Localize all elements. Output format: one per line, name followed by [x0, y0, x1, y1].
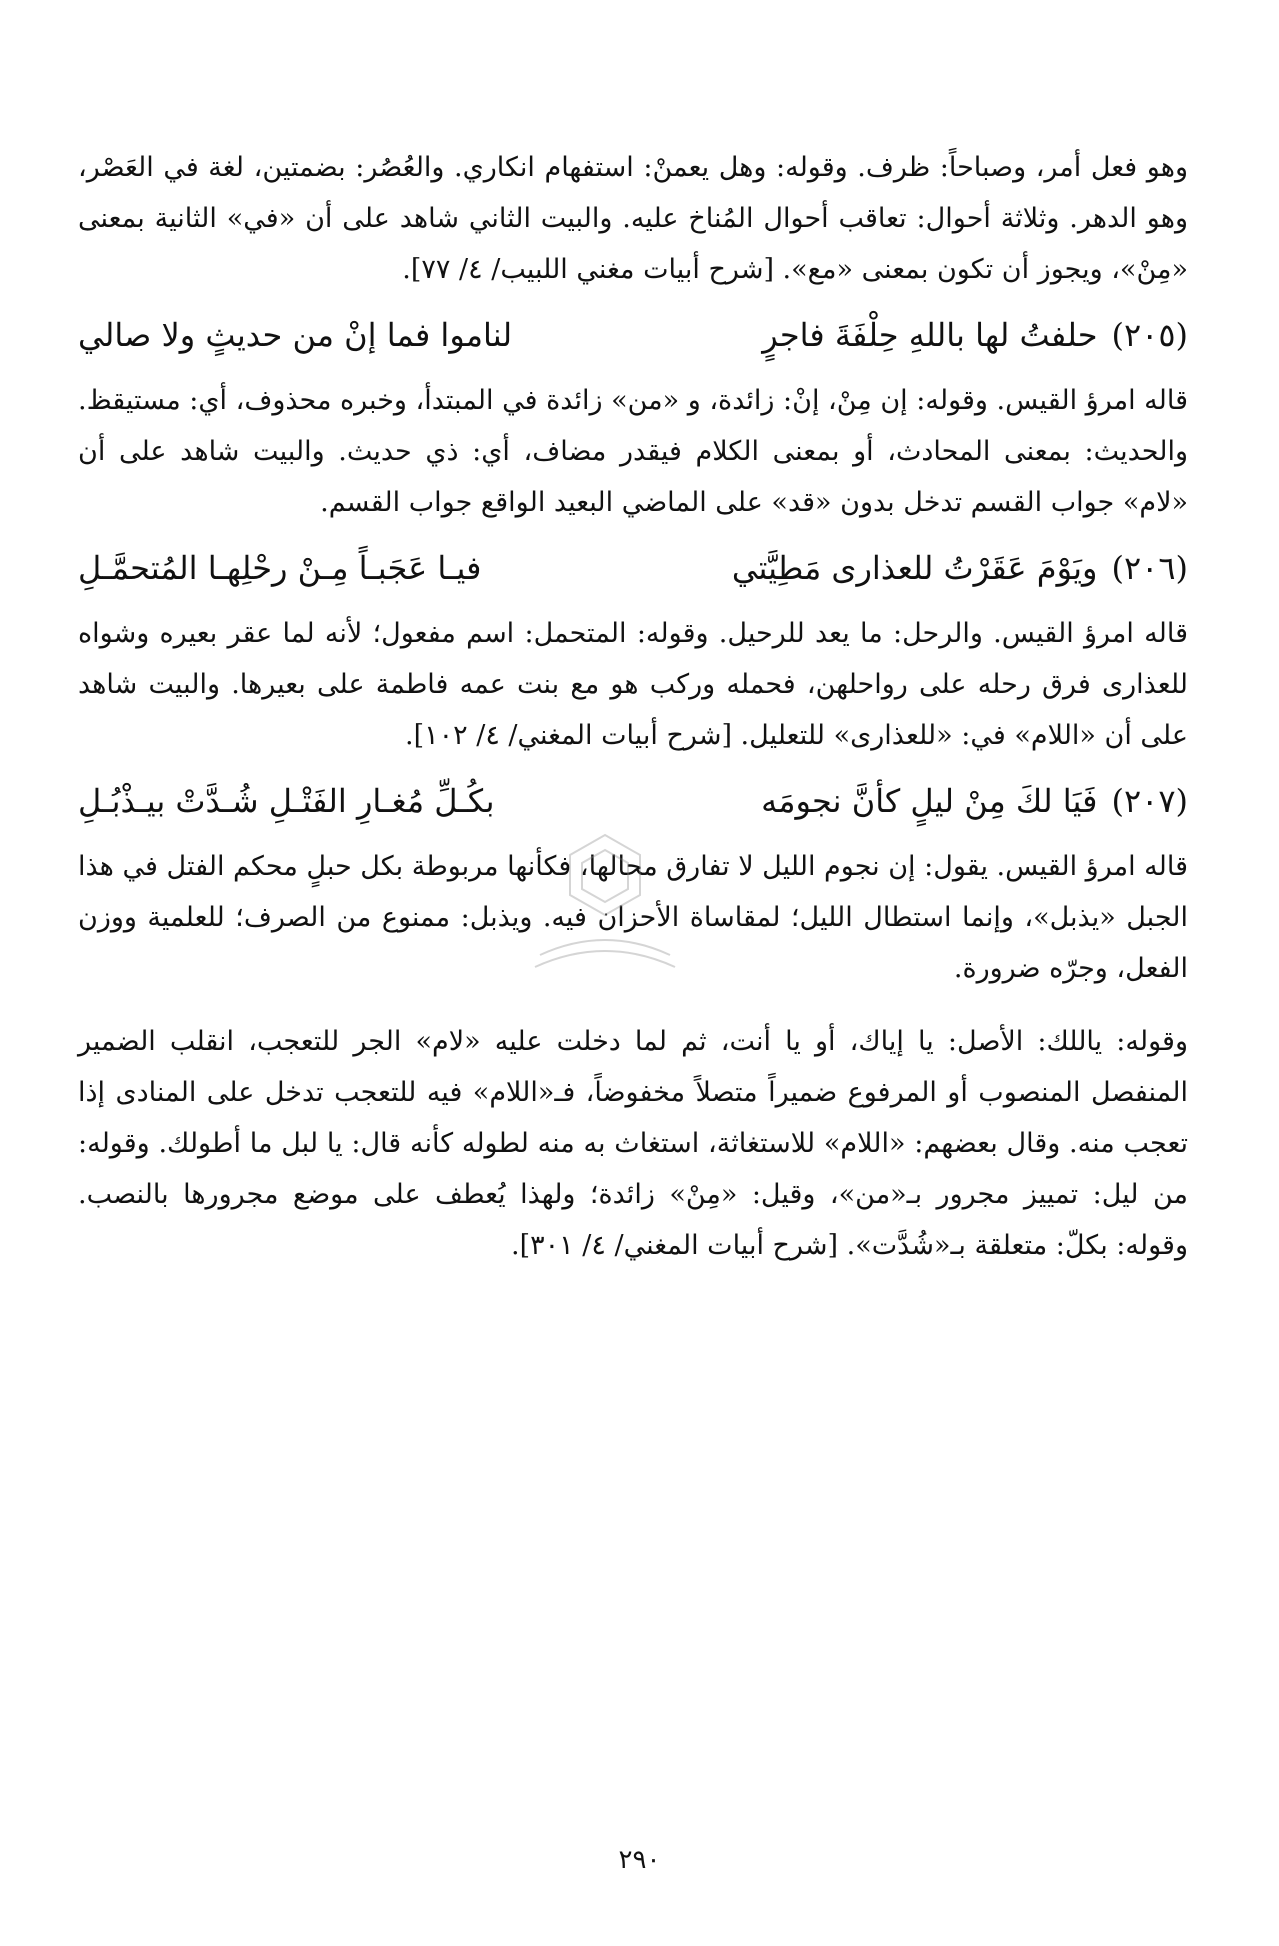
verse-number: (٢٠٦) [1111, 549, 1188, 587]
verse-first-hemistich: حلفتُ لها باللهِ حِلْفَةَ فاجرٍ [762, 316, 1098, 354]
verse-number: (٢٠٥) [1111, 316, 1188, 354]
commentary-paragraph-4: قاله امرؤ القيس. يقول: إن نجوم الليل لا تفارق محالها، فكأنها مربوطة بكل حبلٍ محكم الفتل في هذا الجبل «يذبل»، وإنما استطال الليل؛ لمقاساة الأحزان فيه. ويذبل: ممنوع من الصرف؛ للعلمية ووزن الفعل، وجرّه ضرورة. [78, 851, 1188, 984]
page-body [78, 142, 1188, 1271]
commentary-paragraph-1: وهو فعل أمر، وصباحاً: ظرف. وقوله: وهل يعمنْ: استفهام انكاري. والعُصُر: بضمتين، لغة في العَصْر، وهو الدهر. وثلاثة أحوال: تعاقب أحوال المُناخ عليه. والبيت الثاني شاهد على أن «في» الثانية بمعنى «مِنْ»، ويجوز أن تكون بمعنى «مع». [شرح أبيات مغني اللبيب/ ٤/ ٧٧]. [78, 152, 1188, 285]
verse-second-hemistich: بكُـلِّ مُغـارِ الفَتْـلِ شُـدَّتْ بيـذْبُـلِ [78, 782, 495, 820]
verse-207 [78, 771, 1188, 831]
verse-second-hemistich: فيـا عَجَبـاً مِـنْ رحْلِهـا المُتحمَّـلِ [78, 549, 482, 587]
verse-number: (٢٠٧) [1111, 782, 1188, 820]
verse-205 [78, 305, 1188, 365]
verse-second-hemistich: لناموا فما إنْ من حديثٍ ولا صالي [78, 316, 513, 354]
page-number: ٢٩٠ [618, 1845, 661, 1875]
paragraph-spacer [78, 994, 1188, 1016]
verse-first-hemistich: ويَوْمَ عَقَرْتُ للعذارى مَطِيَّتي [731, 549, 1098, 587]
verse-206 [78, 538, 1188, 598]
commentary-paragraph-2: قاله امرؤ القيس. وقوله: إن مِنْ، إنْ: زائدة، و «من» زائدة في المبتدأ، وخبره محذوف، أي: مستيقظ. والحديث: بمعنى المحادث، أو بمعنى الكلام فيقدر مضاف، أي: ذي حديث. والبيت شاهد على أن «لام» جواب القسم تدخل بدون «قد» على الماضي البعيد الواقع جواب القسم. [78, 385, 1188, 518]
commentary-paragraph-3: قاله امرؤ القيس. والرحل: ما يعد للرحيل. وقوله: المتحمل: اسم مفعول؛ لأنه لما عقر بعيره وشواه للعذارى فرق رحله على رواحلهن، فحمله وركب هو مع بنت عمه فاطمة على بعيرها. والبيت شاهد على أن «اللام» في: «للعذارى» للتعليل. [شرح أبيات المغني/ ٤/ ١٠٢]. [78, 618, 1188, 751]
commentary-paragraph-5: وقوله: ياللك: الأصل: يا إياك، أو يا أنت، ثم لما دخلت عليه «لام» الجر للتعجب، انقلب الضمير المنفصل المنصوب أو المرفوع ضميراً متصلاً مخفوضاً، فـ«اللام» فيه للتعجب تدخل على المنادى إذا تعجب منه. وقال بعضهم: «اللام» للاستغاثة، استغاث به منه لطوله كأنه قال: يا لبل ما أطولك. وقوله: من ليل: تمييز مجرور بـ«من»، وقيل: «مِنْ» زائدة؛ ولهذا يُعطف على موضع مجرورها بالنصب. وقوله: بكلّ: متعلقة بـ«شُدَّت». [شرح أبيات المغني/ ٤/ ٣٠١]. [78, 1026, 1188, 1261]
verse-first-hemistich: فَيَا لكَ مِنْ ليلٍ كأنَّ نجومَه [761, 782, 1098, 820]
